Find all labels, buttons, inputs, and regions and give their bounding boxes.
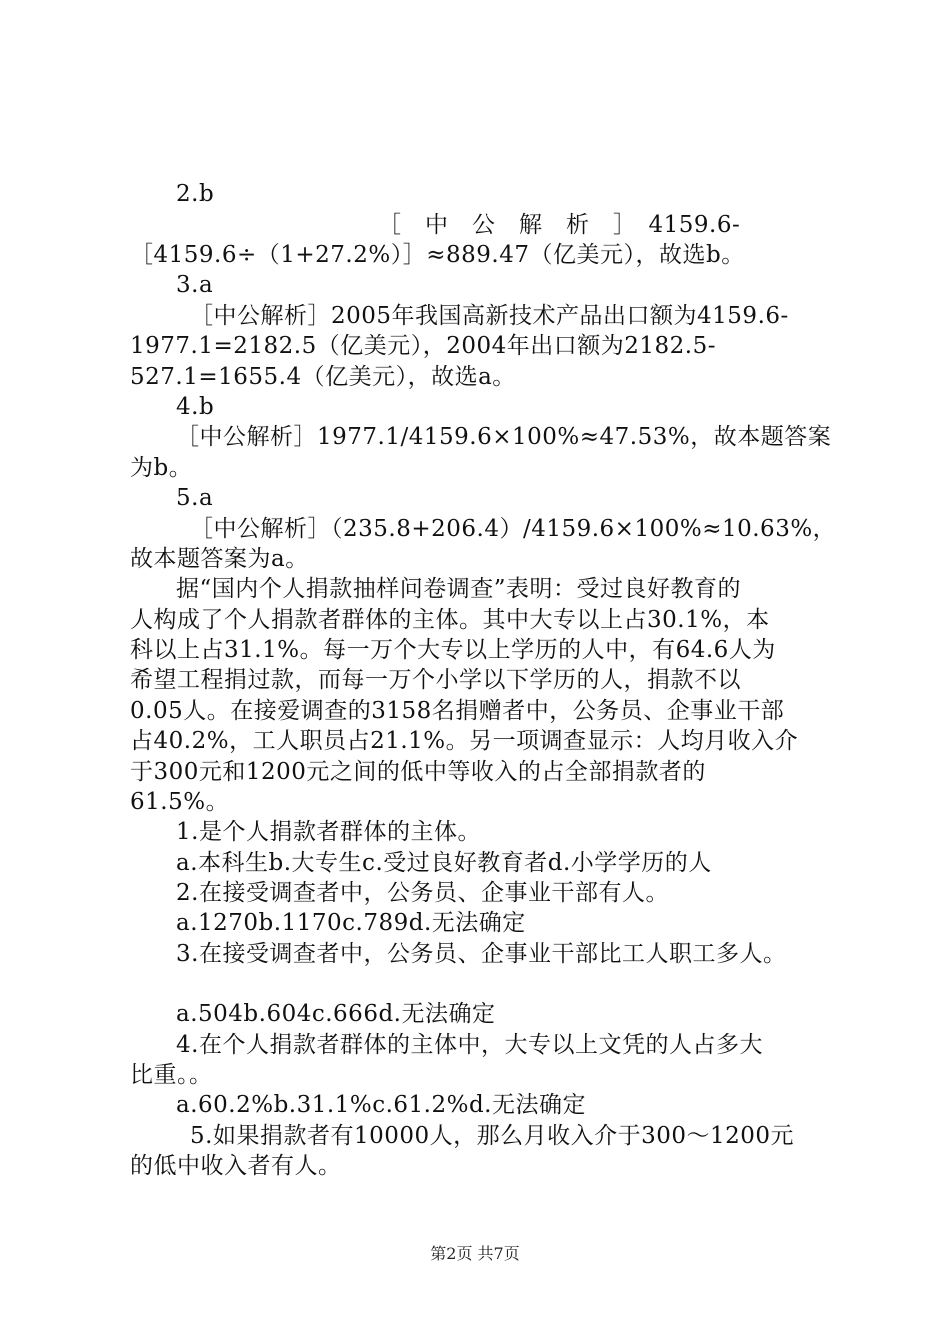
analysis-2-line1: ［ 中 公 解 析 ］ 4159.6- bbox=[378, 212, 741, 238]
question-4-cont: 比重。。 bbox=[130, 1062, 213, 1088]
question-5-cont: 的低中收入者有人。 bbox=[130, 1153, 342, 1179]
passage-line7: 于300元和1200元之间的低中等收入的占全部捐款者的 bbox=[130, 759, 706, 785]
question-1: 1.是个人捐款者群体的主体。 bbox=[176, 819, 481, 845]
passage-line6: 占40.2%，工人职员占21.1%。另一项调查显示：人均月收入介 bbox=[130, 728, 799, 754]
passage-line5: 0.05人。在接爱调查的3158名捐赠者中，公务员、企事业干部 bbox=[130, 698, 785, 724]
analysis-2-line2: ［4159.6÷（1+27.2%）］≈889.47（亿美元），故选b。 bbox=[130, 242, 745, 268]
analysis-3-line3: 527.1=1655.4（亿美元），故选a。 bbox=[130, 364, 516, 390]
analysis-5-line2: 故本题答案为a。 bbox=[130, 546, 309, 572]
passage-line1: 据“国内个人捐款抽样问卷调查”表明：受过良好教育的 bbox=[176, 576, 742, 602]
passage-line2: 人构成了个人捐款者群体的主体。其中大专以上占30.1%，本 bbox=[130, 607, 770, 633]
answer-3: 3.a bbox=[176, 272, 214, 298]
passage-line8: 61.5%。 bbox=[130, 789, 230, 815]
page-footer: 第2页 共7页 bbox=[430, 1244, 520, 1263]
question-3-options: a.504b.604c.666d.无法确定 bbox=[176, 1001, 496, 1027]
analysis-5-line1: ［中公解析］（235.8+206.4）/4159.6×100%≈10.63%， bbox=[190, 516, 837, 542]
analysis-4-line2: 为b。 bbox=[130, 455, 193, 481]
question-4-options: a.60.2%b.31.1%c.61.2%d.无法确定 bbox=[176, 1092, 586, 1118]
analysis-3-line1: ［中公解析］2005年我国高新技术产品出口额为4159.6- bbox=[190, 303, 789, 329]
answer-2: 2.b bbox=[176, 181, 215, 207]
passage-line4: 希望工程捐过款，而每一万个小学以下学历的人，捐款不以 bbox=[130, 667, 741, 693]
question-3: 3.在接受调查者中，公务员、企事业干部比工人职工多人。 bbox=[176, 941, 787, 967]
question-2-options: a.1270b.1170c.789d.无法确定 bbox=[176, 910, 526, 936]
analysis-4-line1: ［中公解析］1977.1/4159.6×100%≈47.53%，故本题答案 bbox=[176, 424, 832, 450]
question-2: 2.在接受调查者中，公务员、企事业干部有人。 bbox=[176, 880, 669, 906]
question-1-options: a.本科生b.大专生c.受过良好教育者d.小学学历的人 bbox=[176, 850, 712, 876]
question-4: 4.在个人捐款者群体的主体中，大专以上文凭的人占多大 bbox=[176, 1032, 763, 1058]
question-5: 5.如果捐款者有10000人，那么月收入介于300～1200元 bbox=[190, 1123, 795, 1149]
passage-line3: 科以上占31.1%。每一万个大专以上学历的人中，有64.6人为 bbox=[130, 637, 776, 663]
answer-5: 5.a bbox=[176, 485, 214, 511]
answer-4: 4.b bbox=[176, 394, 215, 420]
analysis-3-line2: 1977.1=2182.5（亿美元），2004年出口额为2182.5- bbox=[130, 333, 717, 359]
